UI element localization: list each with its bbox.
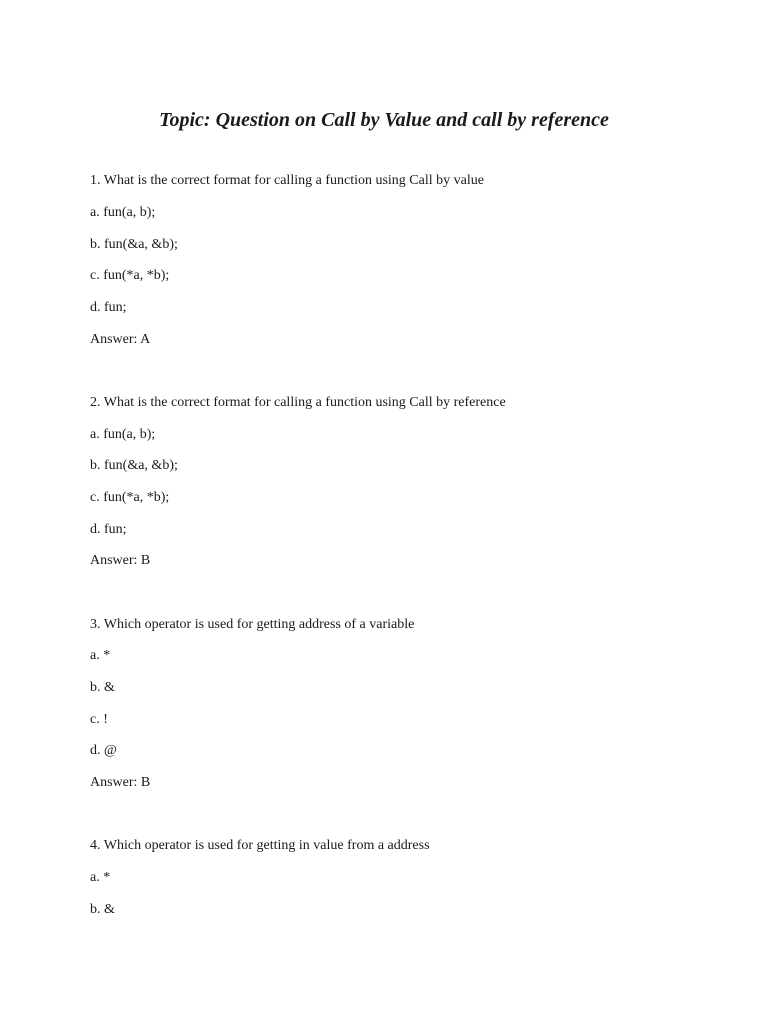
option-c: c. fun(*a, *b); [90, 268, 170, 283]
option-a: a. fun(a, b); [90, 427, 156, 442]
option-b: b. & [90, 902, 115, 917]
document-title: Topic: Question on Call by Value and call by reference [159, 109, 609, 131]
option-a: a. * [90, 870, 111, 885]
option-b: b. & [90, 680, 115, 695]
question-text: 2. What is the correct format for calling a function using Call by reference [90, 395, 506, 410]
answer-text: Answer: B [90, 553, 151, 568]
option-d: d. fun; [90, 522, 127, 537]
option-d: d. fun; [90, 300, 127, 315]
option-a: a. fun(a, b); [90, 205, 156, 220]
option-c: c. ! [90, 712, 108, 727]
question-text: 4. Which operator is used for getting in value from a address [90, 838, 430, 853]
question-text: 3. Which operator is used for getting address of a variable [90, 617, 415, 632]
option-c: c. fun(*a, *b); [90, 490, 170, 505]
question-text: 1. What is the correct format for calling a function using Call by value [90, 173, 484, 188]
option-d: d. @ [90, 743, 117, 758]
answer-text: Answer: B [90, 775, 151, 790]
option-b: b. fun(&a, &b); [90, 458, 178, 473]
option-a: a. * [90, 648, 111, 663]
answer-text: Answer: A [90, 332, 151, 347]
option-b: b. fun(&a, &b); [90, 237, 178, 252]
